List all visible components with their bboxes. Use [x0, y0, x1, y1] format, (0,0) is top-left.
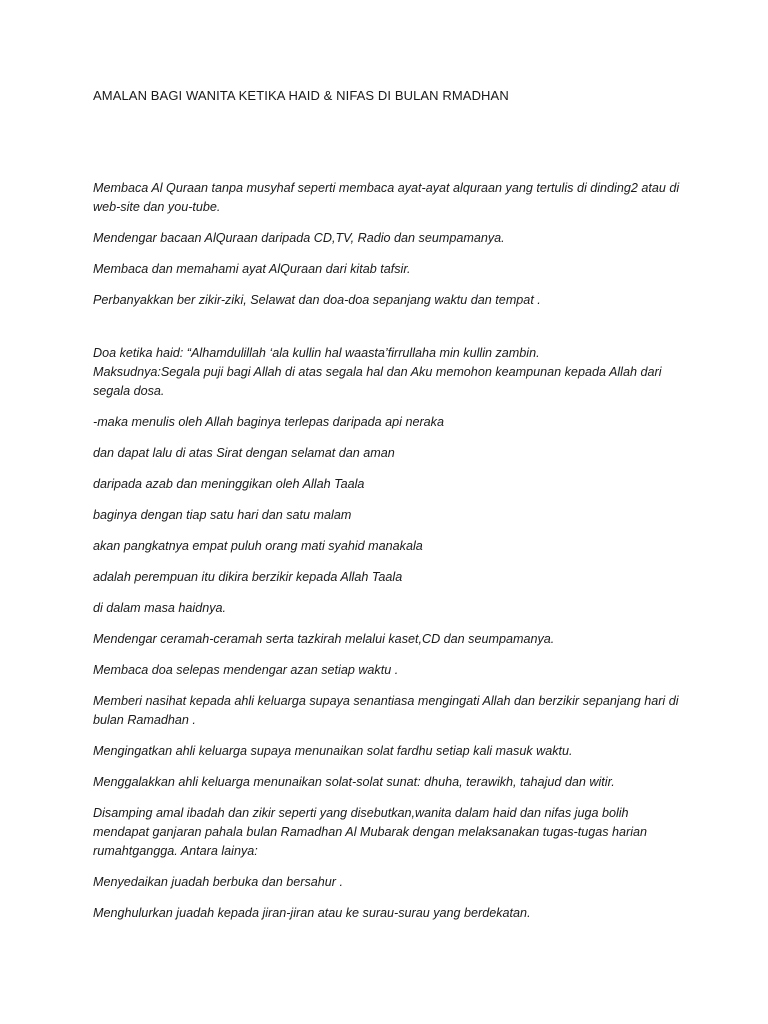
- paragraph-8: dan dapat lalu di atas Sirat dengan selamat dan aman: [93, 446, 395, 460]
- paragraph-14: Mendengar ceramah-ceramah serta tazkirah melalui kaset,CD dan seumpamanya.: [93, 632, 555, 646]
- paragraph-4: Perbanyakkan ber zikir-ziki, Selawat dan doa-doa sepanjang waktu dan tempat .: [93, 293, 541, 307]
- paragraph-19: Disamping amal ibadah dan zikir seperti yang disebutkan,wanita dalam haid dan nifas juga bolih mendapat ganjaran pahala bulan Ramadhan Al Mubarak dengan melaksanakan tugas-tugas harian rumahtgangga. Antara lainya:: [93, 806, 648, 858]
- paragraph-21: Menghulurkan juadah kepada jiran-jiran atau ke surau-surau yang berdekatan.: [93, 906, 531, 920]
- paragraph-9: daripada azab dan meninggikan oleh Allah Taala: [93, 477, 365, 491]
- paragraph-17: Mengingatkan ahli keluarga supaya menunaikan solat fardhu setiap kali masuk waktu.: [93, 744, 573, 758]
- paragraph-20: Menyedaikan juadah berbuka dan bersahur .: [93, 875, 343, 889]
- paragraph-15: Membaca doa selepas mendengar azan setiap waktu .: [93, 663, 399, 677]
- paragraph-3: Membaca dan memahami ayat AlQuraan dari kitab tafsir.: [93, 262, 411, 276]
- paragraph-7: -maka menulis oleh Allah baginya terlepas daripada api neraka: [93, 415, 444, 429]
- paragraph-2: Mendengar bacaan AlQuraan daripada CD,TV, Radio dan seumpamanya.: [93, 231, 505, 245]
- paragraph-10: baginya dengan tiap satu hari dan satu malam: [93, 508, 352, 522]
- document-body: [93, 179, 683, 935]
- prayer-meaning: Maksudnya:Segala puji bagi Allah di atas segala hal dan Aku memohon keampunan kepada Allah dari segala dosa.: [93, 365, 662, 398]
- paragraph-18: Menggalakkan ahli keluarga menunaikan solat-solat sunat: dhuha, terawikh, tahajud dan witir.: [93, 775, 615, 789]
- document-title: AMALAN BAGI WANITA KETIKA HAID & NIFAS DI BULAN RMADHAN: [93, 88, 509, 103]
- paragraph-11: akan pangkatnya empat puluh orang mati syahid manakala: [93, 539, 423, 553]
- prayer-text: Doa ketika haid: “Alhamdulillah ‘ala kullin hal waasta’firrullaha min kullin zambin.: [93, 346, 540, 360]
- paragraph-1: Membaca Al Quraan tanpa musyhaf seperti membaca ayat-ayat alquraan yang tertulis di dinding2 atau di web-site dan you-tube.: [93, 181, 680, 214]
- paragraph-13: di dalam masa haidnya.: [93, 601, 227, 615]
- paragraph-16: Memberi nasihat kepada ahli keluarga supaya senantiasa mengingati Allah dan berzikir sepanjang hari di bulan Ramadhan .: [93, 694, 679, 727]
- paragraph-12: adalah perempuan itu dikira berzikir kepada Allah Taala: [93, 570, 403, 584]
